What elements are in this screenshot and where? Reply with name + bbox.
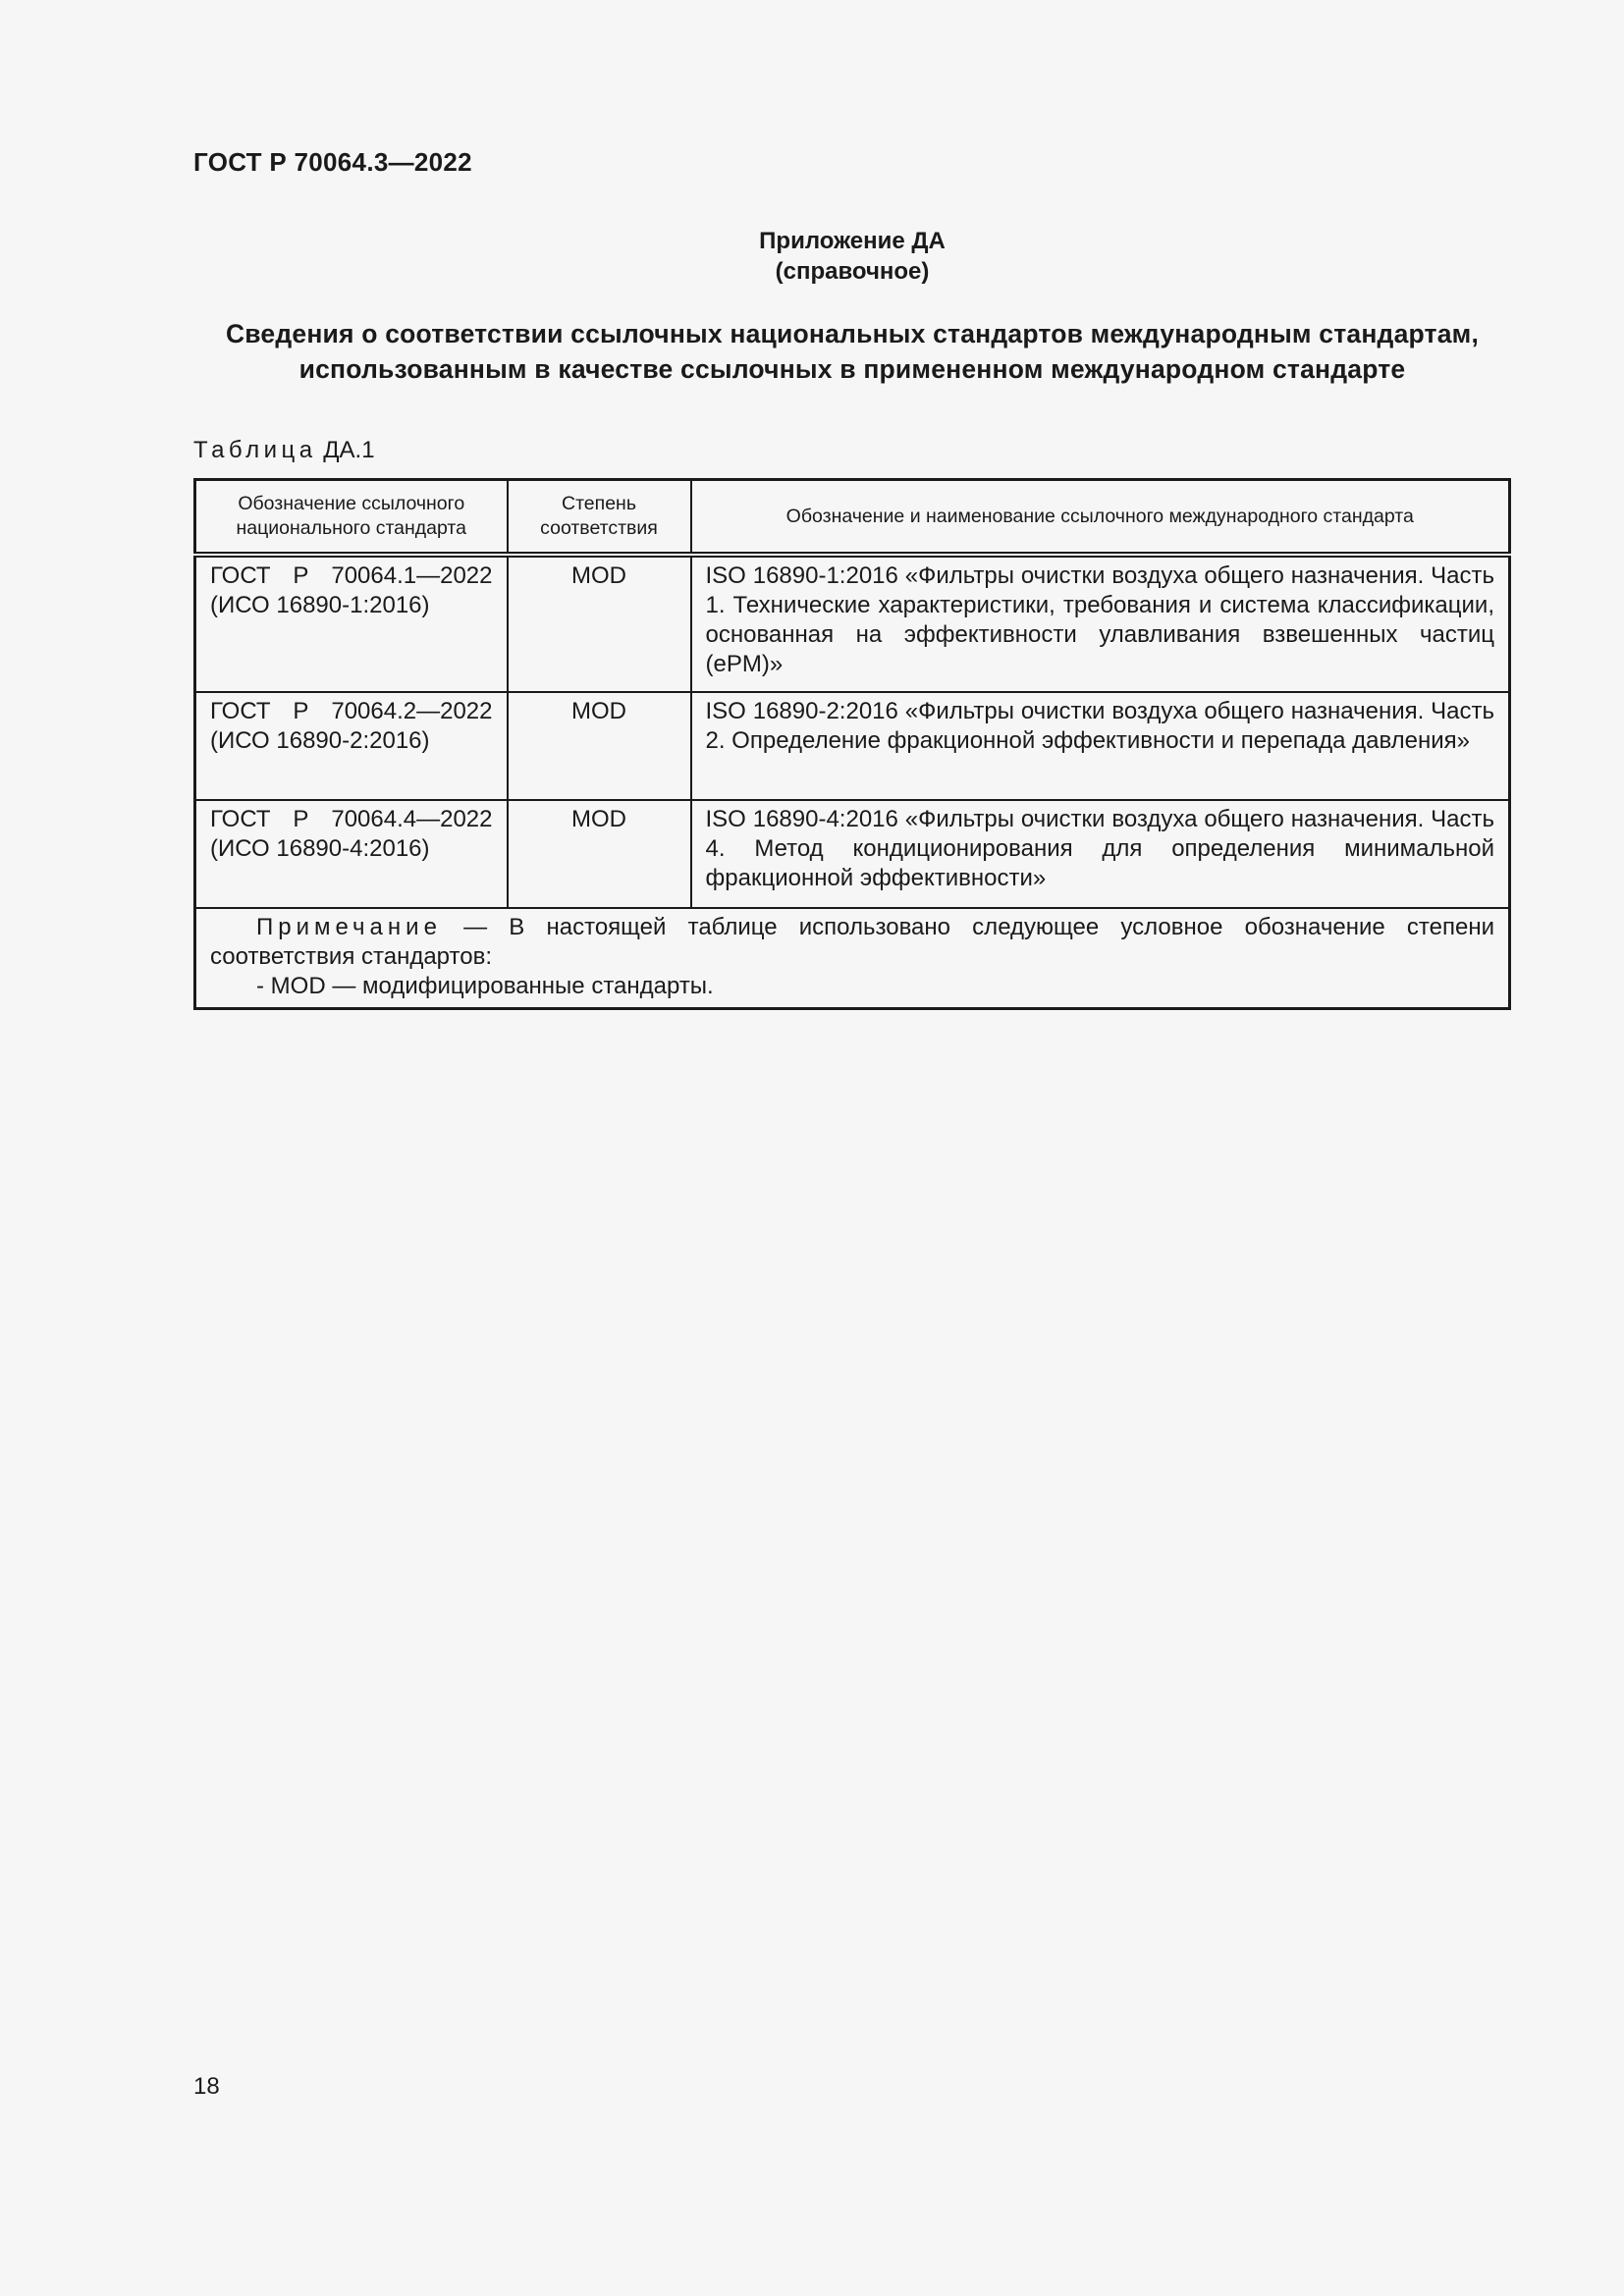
section-title-line-2: использованным в качестве ссылочных в примененном международном стандарте [298,354,1406,384]
section-title [193,316,1511,387]
appendix-heading [193,226,1511,287]
cell-international-standard: ISO 16890-1:2016 «Фильтры очистки воздуха общего назначения. Часть 1. Технические характеристики, требования и система классификации, основанная на эффективности улавливания взвешенных частиц (ePM)» [691,555,1510,692]
cell-degree: MOD [508,800,691,908]
document-id: ГОСТ Р 70064.3—2022 [193,147,472,177]
note-text: — В настоящей таблице использовано следующее условное обозначение степени соответствия стандартов: [210,914,1494,970]
cell-international-standard: ISO 16890-2:2016 «Фильтры очистки воздуха общего назначения. Часть 2. Определение фракционной эффективности и перепада давления» [691,692,1510,800]
appendix-subtitle: (справочное) [775,258,930,285]
column-header-degree: Степень соответствия [508,480,691,556]
table-row [195,555,1510,692]
correspondence-table [193,478,1511,1010]
cell-national-standard: ГОСТ Р 70064.1—2022 (ИСО 16890-1:2016) [195,555,508,692]
appendix-title: Приложение ДА [759,228,946,254]
note-list-item: - MOD — модифицированные стандарты. [256,973,714,999]
cell-degree: MOD [508,692,691,800]
cell-international-standard: ISO 16890-4:2016 «Фильтры очистки воздуха общего назначения. Часть 4. Метод кондиционирования для определения минимальной фракционной эффективности» [691,800,1510,908]
cell-degree: MOD [508,555,691,692]
table-caption-number: ДА.1 [323,437,375,463]
table-row [195,692,1510,800]
column-header-national: Обозначение ссылочного национального стандарта [195,480,508,556]
table-note-row [195,908,1510,1009]
table-note [195,908,1510,1009]
column-header-international: Обозначение и наименование ссылочного международного стандарта [691,480,1510,556]
table-caption-label: Таблица [193,437,317,463]
table-header-row [195,480,1510,556]
table-caption [193,436,375,465]
page-number: 18 [193,2073,220,2100]
cell-national-standard: ГОСТ Р 70064.4—2022 (ИСО 16890-4:2016) [195,800,508,908]
table-row [195,800,1510,908]
note-paragraph [210,913,1494,972]
note-label: Примечание [256,914,442,940]
cell-national-standard: ГОСТ Р 70064.2—2022 (ИСО 16890-2:2016) [195,692,508,800]
section-title-line-1: Сведения о соответствии ссылочных национальных стандартов международным стандартам, [225,319,1480,348]
